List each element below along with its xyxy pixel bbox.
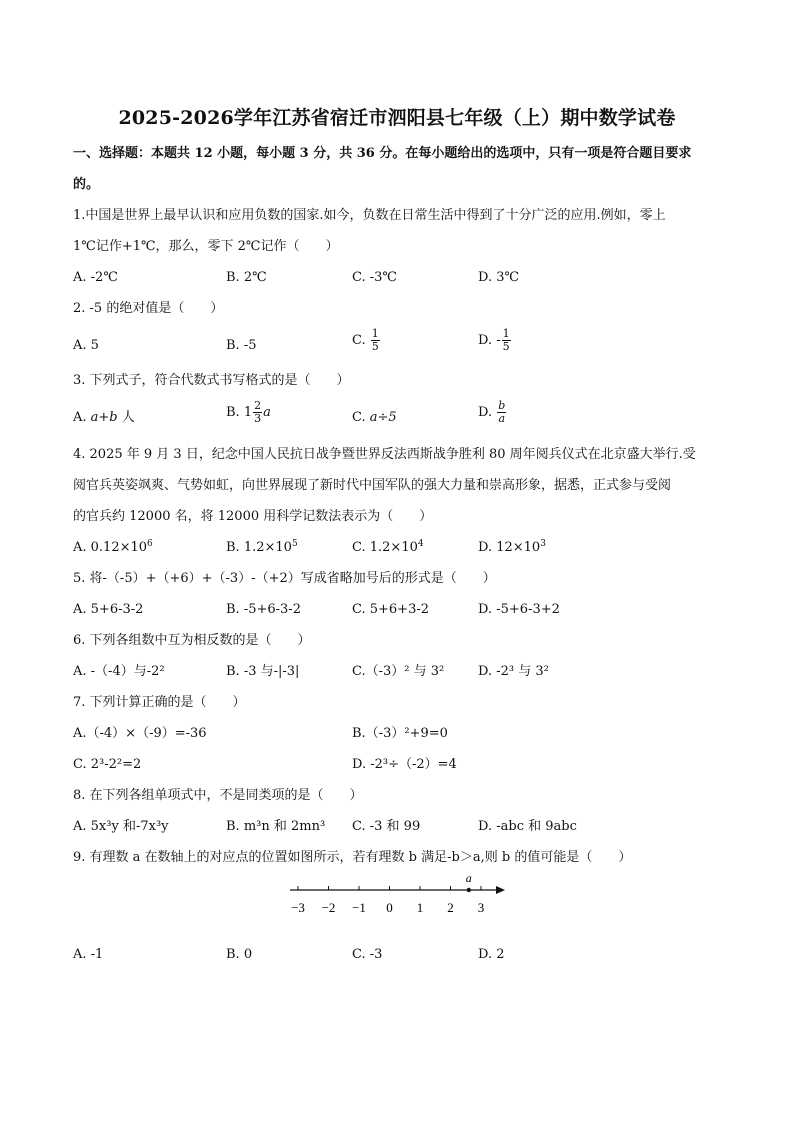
q3-option-d bbox=[478, 400, 507, 425]
q4-option-d bbox=[478, 539, 546, 557]
q8-option-b: B. m³n 和 2mn³ bbox=[226, 819, 326, 834]
q2-option-b: B. -5 bbox=[226, 338, 257, 353]
q5-option-b: B. -5+6-3-2 bbox=[226, 602, 301, 617]
number-line-tick-label: −2 bbox=[321, 900, 336, 915]
q4-stem-line1: 4. 2025 年 9 月 3 日，纪念中国人民抗日战争暨世界反法西斯战争胜利 80 周年阅兵仪式在北京盛大举行.受 bbox=[73, 447, 696, 462]
q8-stem: 8. 在下列各组单项式中，不是同类项的是（ ） bbox=[73, 788, 363, 803]
q4-option-b bbox=[226, 539, 298, 557]
fraction-numerator: b bbox=[498, 399, 506, 412]
q5-option-d: D. -5+6-3+2 bbox=[478, 602, 560, 617]
q3-option-a-suffix: 人 bbox=[117, 410, 135, 425]
q8-option-d: D. -abc 和 9abc bbox=[478, 819, 577, 834]
q4-stem-line3: 的官兵约 12000 名，将 12000 用科学记数法表示为（ ） bbox=[73, 509, 433, 524]
q5-option-a: A. 5+6-3-2 bbox=[73, 602, 144, 617]
q9-option-a: A. -1 bbox=[73, 947, 104, 962]
q7-option-c: C. 2³-2²=2 bbox=[73, 757, 142, 772]
q3-option-b-prefix: B. 1 bbox=[226, 405, 253, 420]
q3-option-a bbox=[73, 409, 135, 427]
q4-option-c bbox=[352, 539, 424, 557]
q7-option-a: A.（-4）×（-9）=-36 bbox=[73, 726, 207, 741]
q3-option-d-fraction bbox=[497, 400, 506, 425]
number-line-tick-label: 1 bbox=[416, 900, 424, 915]
q2-option-a: A. 5 bbox=[73, 338, 99, 353]
number-line-tick-label: 2 bbox=[447, 900, 454, 915]
page-title: 2025-2026学年江苏省宿迁市泗阳县七年级（上）期中数学试卷 bbox=[118, 107, 676, 129]
q4-option-b-exponent: 5 bbox=[291, 539, 298, 549]
fraction-denominator: 5 bbox=[371, 340, 379, 353]
q2-option-c-fraction bbox=[371, 328, 380, 353]
q3-option-c-prefix: C. bbox=[352, 410, 370, 425]
q3-option-a-expr: a+b bbox=[90, 410, 118, 425]
q4-option-c-base: C. 1.2×10 bbox=[352, 540, 418, 555]
q4-option-a-base: A. 0.12×10 bbox=[73, 540, 148, 555]
q6-stem: 6. 下列各组数中互为相反数的是（ ） bbox=[73, 633, 311, 648]
q8-option-c: C. -3 和 99 bbox=[352, 819, 421, 834]
q5-option-c: C. 5+6+3-2 bbox=[352, 602, 430, 617]
q3-option-c bbox=[352, 409, 397, 427]
fraction-denominator: a bbox=[498, 412, 506, 425]
q4-option-a bbox=[73, 539, 153, 557]
q1-option-b: B. 2℃ bbox=[226, 270, 267, 285]
q4-option-b-base: B. 1.2×10 bbox=[226, 540, 292, 555]
q3-option-b-fraction bbox=[253, 400, 262, 425]
q1-option-d: D. 3℃ bbox=[478, 270, 520, 285]
q2-option-c-prefix: C. bbox=[352, 333, 370, 348]
q7-stem: 7. 下列计算正确的是（ ） bbox=[73, 695, 246, 710]
number-line-tick-label: −3 bbox=[291, 900, 305, 915]
q3-option-b-variable: a bbox=[263, 405, 271, 420]
q1-option-c: C. -3℃ bbox=[352, 270, 397, 285]
section-heading-line2: 的。 bbox=[73, 177, 100, 192]
q2-option-d-prefix: D. - bbox=[478, 333, 501, 348]
point-a-marker bbox=[467, 888, 471, 892]
q1-stem-line1: 1.中国是世界上最早认识和应用负数的国家.如今，负数在日常生活中得到了十分广泛的应用.例如，零上 bbox=[73, 208, 666, 223]
q3-option-b bbox=[226, 400, 271, 425]
section-heading-line1: 一、选择题：本题共 12 小题，每小题 3 分，共 36 分。在每小题给出的选项中，只有一项是符合题目要求 bbox=[73, 146, 692, 161]
fraction-denominator: 3 bbox=[254, 412, 262, 425]
fraction-numerator: 1 bbox=[502, 327, 510, 340]
number-line-tick-label: −1 bbox=[352, 900, 366, 915]
q6-option-c: C.（-3）² 与 3² bbox=[352, 664, 445, 679]
q3-option-a-prefix: A. bbox=[73, 410, 91, 425]
q4-stem-line2: 阅官兵英姿飒爽、气势如虹，向世界展现了新时代中国军队的强大力量和崇高形象，据悉，正式参与受阅 bbox=[73, 478, 672, 493]
q2-option-c bbox=[352, 328, 381, 353]
number-line-tick-label: 0 bbox=[386, 900, 393, 915]
fraction-numerator: 2 bbox=[254, 399, 262, 412]
q5-stem: 5. 将-（-5）+（+6）+（-3）-（+2）写成省略加号后的形式是（ ） bbox=[73, 571, 496, 586]
number-line-tick-label: 3 bbox=[477, 900, 485, 915]
q3-option-c-expr: a÷5 bbox=[369, 410, 397, 425]
q4-option-c-exponent: 4 bbox=[417, 539, 424, 549]
q4-option-d-base: D. 12×10 bbox=[478, 540, 541, 555]
number-line-figure bbox=[286, 872, 516, 920]
q1-stem-line2: 1℃记作+1℃，那么，零下 2℃记作（ ） bbox=[73, 239, 339, 254]
q2-option-d-fraction bbox=[502, 328, 511, 353]
q8-option-a: A. 5x³y 和-7x³y bbox=[73, 819, 169, 834]
fraction-denominator: 5 bbox=[502, 340, 510, 353]
q2-stem: 2. -5 的绝对值是（ ） bbox=[73, 301, 224, 316]
q3-stem: 3. 下列式子，符合代数式书写格式的是（ ） bbox=[73, 373, 350, 388]
q6-option-d: D. -2³ 与 3² bbox=[478, 664, 549, 679]
q4-option-a-exponent: 6 bbox=[147, 539, 153, 549]
q2-option-d bbox=[478, 328, 512, 353]
number-line-arrow-icon bbox=[496, 886, 505, 894]
q6-option-a: A. -（-4）与-2² bbox=[73, 664, 165, 679]
q7-option-d: D. -2³÷（-2）=4 bbox=[352, 757, 457, 772]
q1-option-a: A. -2℃ bbox=[73, 270, 118, 285]
q7-option-b: B.（-3）²+9=0 bbox=[352, 726, 448, 741]
q9-option-d: D. 2 bbox=[478, 947, 505, 962]
q4-option-d-exponent: 3 bbox=[540, 539, 546, 549]
q6-option-b: B. -3 与-|-3| bbox=[226, 664, 300, 679]
q9-option-b: B. 0 bbox=[226, 947, 253, 962]
q3-option-d-prefix: D. bbox=[478, 405, 497, 420]
q9-option-c: C. -3 bbox=[352, 947, 383, 962]
point-a-label: a bbox=[465, 872, 472, 885]
q9-stem: 9. 有理数 a 在数轴上的对应点的位置如图所示，若有理数 b 满足-b＞a,则 b 的值可能是（ ） bbox=[73, 850, 632, 865]
fraction-numerator: 1 bbox=[371, 327, 379, 340]
